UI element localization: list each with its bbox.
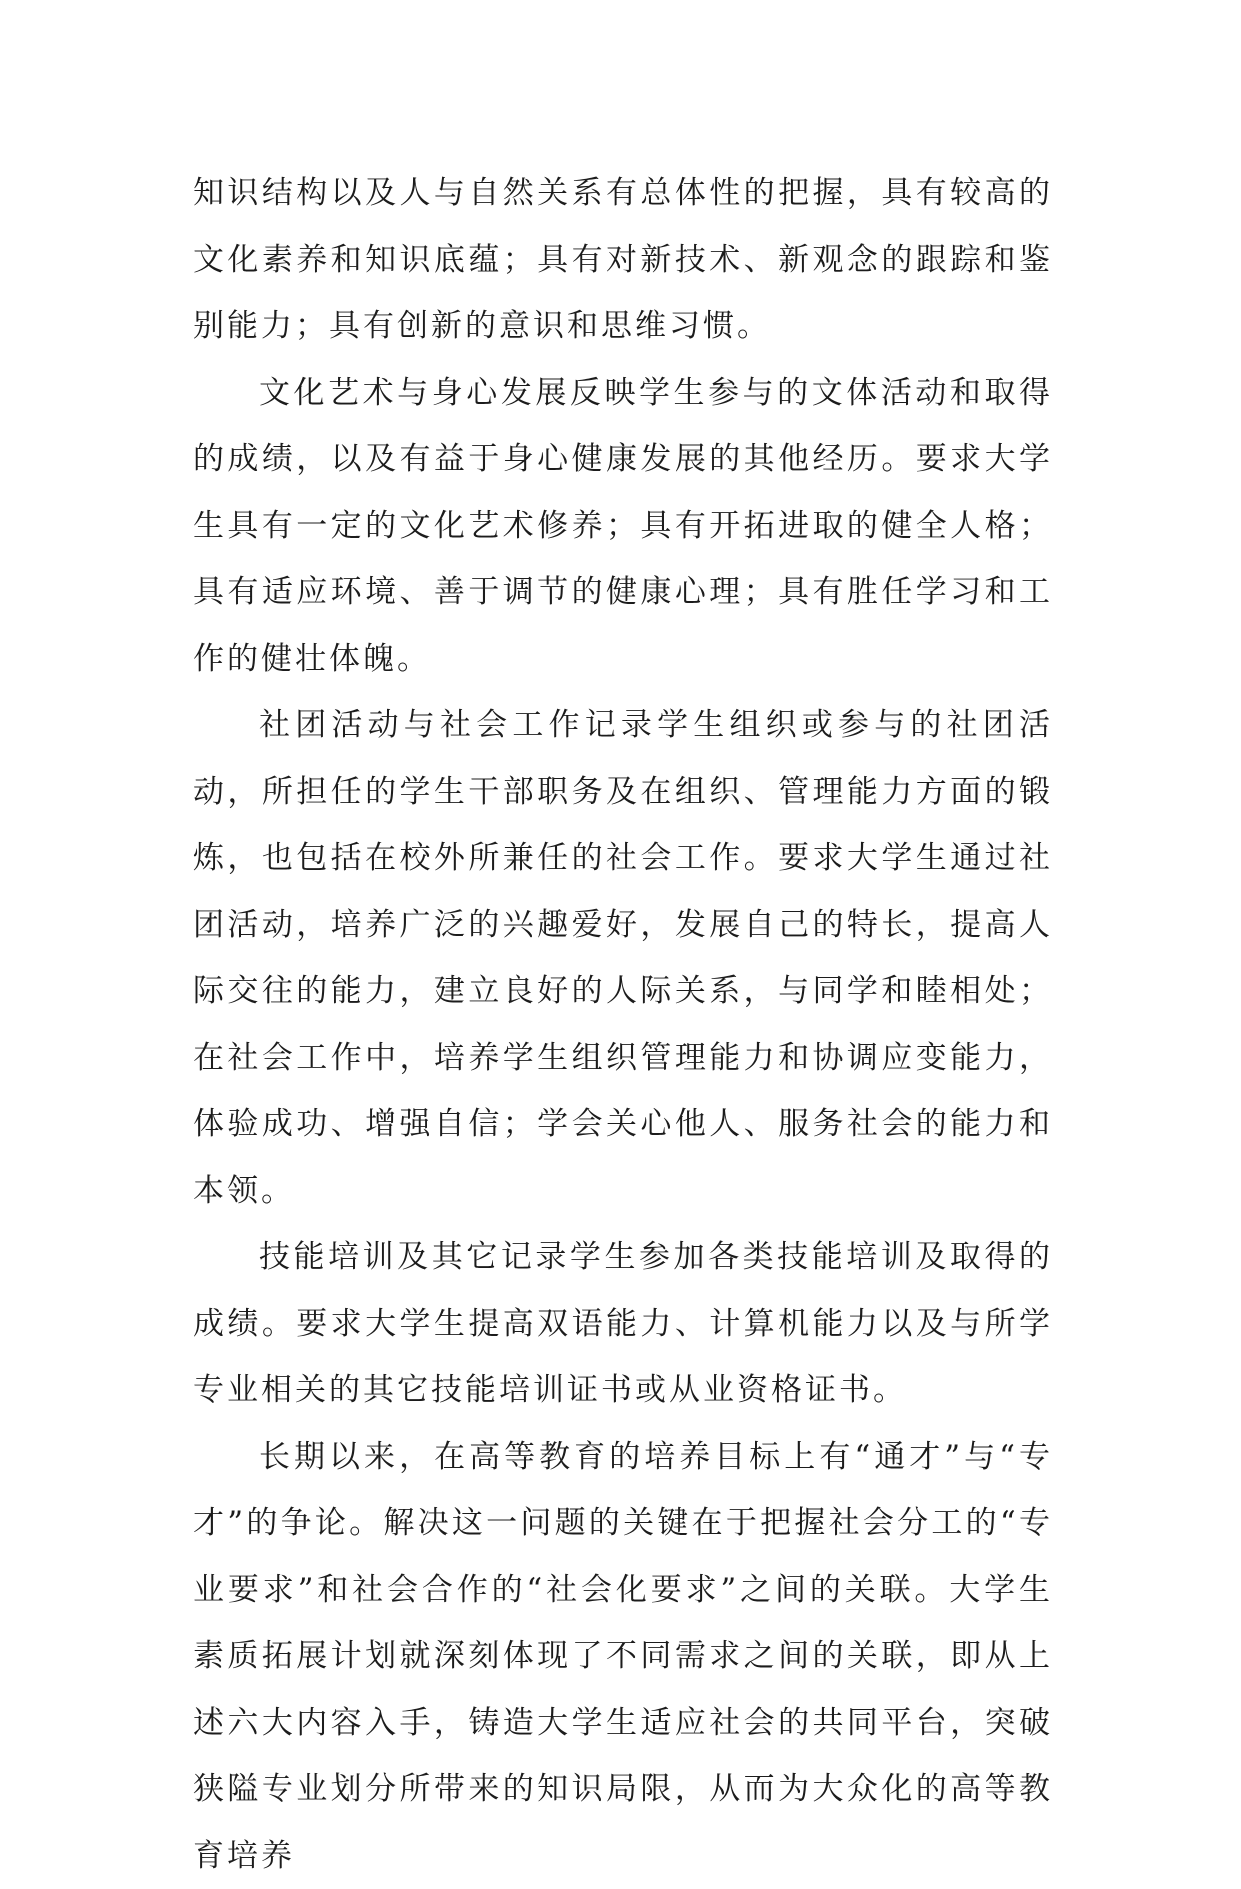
paragraph-2: 文化艺术与身心发展反映学生参与的文体活动和取得的成绩，以及有益于身心健康发展的其他经历。要求大学生具有一定的文化艺术修养；具有开拓进取的健全人格；具有适应环境、善于调节的健康心理；具有胜任学习和工作的健壮体魄。 [193, 360, 1053, 693]
paragraph-3: 社团活动与社会工作记录学生组织或参与的社团活动，所担任的学生干部职务及在组织、管理能力方面的锻炼，也包括在校外所兼任的社会工作。要求大学生通过社团活动，培养广泛的兴趣爱好，发展自己的特长，提高人际交往的能力，建立良好的人际关系，与同学和睦相处；在社会工作中，培养学生组织管理能力和协调应变能力，体验成功、增强自信；学会关心他人、服务社会的能力和本领。 [193, 692, 1053, 1224]
paragraph-1: 知识结构以及人与自然关系有总体性的把握，具有较高的文化素养和知识底蕴；具有对新技术、新观念的跟踪和鉴别能力；具有创新的意识和思维习惯。 [193, 160, 1053, 360]
paragraph-5: 长期以来，在高等教育的培养目标上有“通才”与“专才”的争论。解决这一问题的关键在于把握社会分工的“专业要求”和社会合作的“社会化要求”之间的关联。大学生素质拓展计划就深刻体现了不同需求之间的关联，即从上述六大内容入手，铸造大学生适应社会的共同平台，突破狭隘专业划分所带来的知识局限，从而为大众化的高等教育培养 [193, 1424, 1053, 1889]
body-text [193, 160, 1053, 1889]
paragraph-4: 技能培训及其它记录学生参加各类技能培训及取得的成绩。要求大学生提高双语能力、计算机能力以及与所学专业相关的其它技能培训证书或从业资格证书。 [193, 1224, 1053, 1424]
